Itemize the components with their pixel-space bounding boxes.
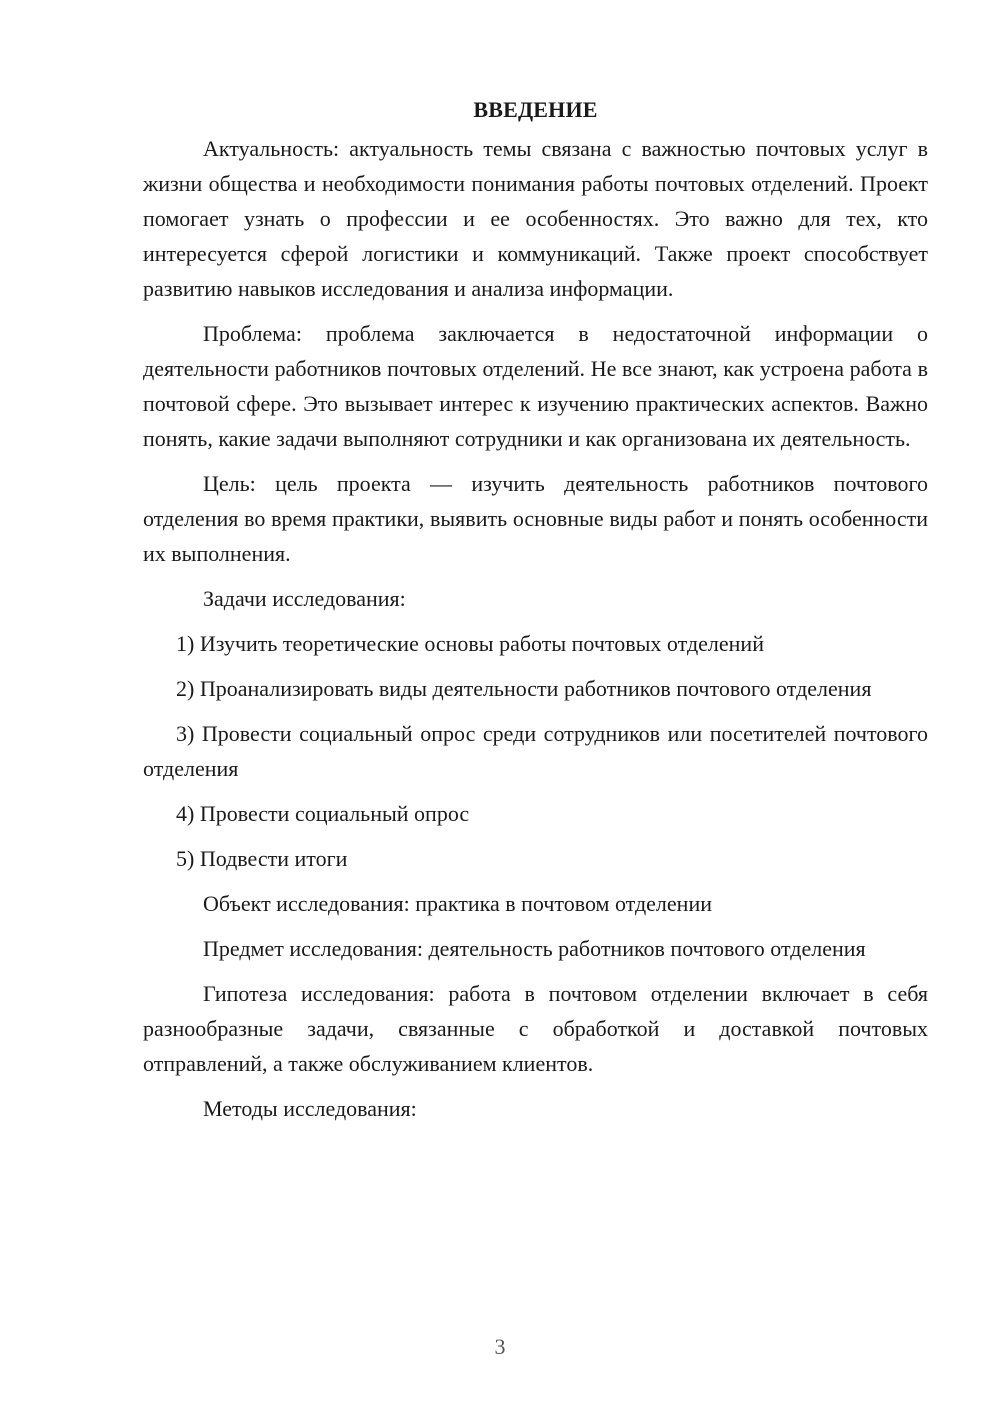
goal-paragraph: Цель: цель проекта — изучить деятельность работников почтового отделения во время практики, выявить основные виды работ и понять особенности их выполнения. [143,471,928,566]
task-list-item: 3) Провести социальный опрос среди сотрудников или посетителей почтового отделения [143,721,928,781]
tasks-title: Задачи исследования: [203,586,406,611]
task-list-item: 1) Изучить теоретические основы работы почтовых отделений [176,631,764,656]
document-page [143,92,928,1136]
task-list-item: 4) Провести социальный опрос [176,801,470,826]
task-list-item: 5) Подвести итоги [176,846,348,871]
problem-paragraph: Проблема: проблема заключается в недостаточной информации о деятельности работников почтовых отделений. Не все знают, как устроена работа в почтовой сфере. Это вызывает интерес к изучению практических аспектов. Важно понять, какие задачи выполняют сотрудники и как организована их деятельность. [143,321,928,451]
relevance-paragraph: Актуальность: актуальность темы связана с важностью почтовых услуг в жизни общества и необходимости понимания работы почтовых отделений. Проект помогает узнать о профессии и ее особенностях. Это важно для тех, кто интересуется сферой логистики и коммуникаций. Также проект способствует развитию навыков исследования и анализа информации. [143,136,928,301]
task-list-item: 2) Проанализировать виды деятельности работников почтового отделения [176,676,872,701]
object-paragraph: Объект исследования: практика в почтовом отделении [203,891,712,916]
methods-title: Методы исследования: [203,1096,417,1121]
page-number: 3 [494,1334,506,1359]
hypothesis-paragraph: Гипотеза исследования: работа в почтовом отделении включает в себя разнообразные задачи, связанные с обработкой и доставкой почтовых отправлений, а также обслуживанием клиентов. [143,981,928,1076]
subject-paragraph: Предмет исследования: деятельность работников почтового отделения [203,936,866,961]
section-heading: ВВЕДЕНИЕ [473,97,598,122]
